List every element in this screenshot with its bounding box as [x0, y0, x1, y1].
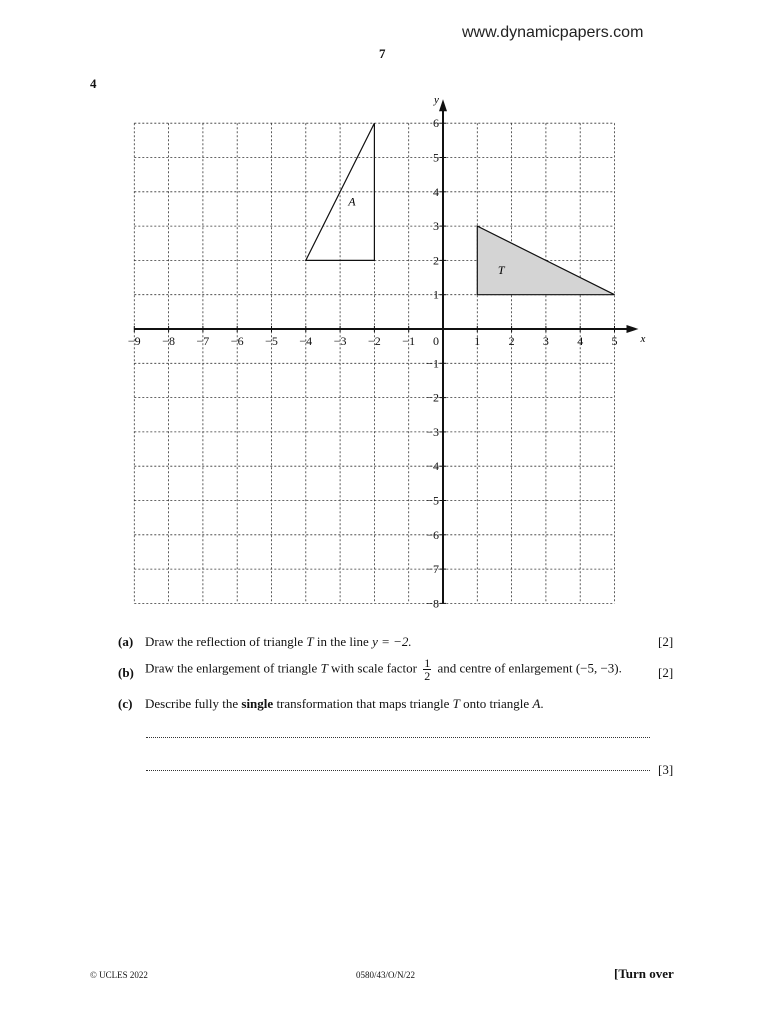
origin-label: 0 [433, 334, 439, 348]
part-b-label: (b) [118, 665, 134, 680]
watermark-url: www.dynamicpapers.com [462, 24, 644, 41]
x-tick-label: −6 [230, 334, 244, 348]
part-c-text: Describe fully the single transformation that maps triangle T onto triangle A. [145, 696, 544, 711]
y-axis-label: y [434, 94, 439, 107]
axes [134, 94, 645, 603]
part-b-marks: [2] [658, 665, 674, 680]
x-tick-label: −1 [402, 334, 416, 348]
x-tick-label: −7 [196, 334, 210, 348]
y-tick-label: −2 [426, 390, 439, 405]
x-tick-label: 1 [474, 334, 481, 348]
x-tick-label: −2 [368, 334, 381, 348]
x-axis-label: x [640, 333, 646, 345]
x-tick-label: 2 [508, 334, 515, 348]
x-tick-label: −4 [299, 334, 313, 348]
y-tick-label: 5 [433, 150, 439, 165]
scale-factor-fraction: $\frac{1}{2}$ [424, 656, 431, 683]
x-tick-label: 3 [542, 334, 549, 348]
footer-copyright: © UCLES 2022 [90, 970, 148, 980]
y-tick-label: 3 [433, 219, 439, 234]
part-a-label: (a) [118, 634, 134, 649]
y-tick-label: −5 [426, 493, 439, 508]
triangles [306, 123, 615, 295]
y-tick-label: 1 [433, 287, 439, 302]
triangle-t-label: T [497, 263, 505, 278]
x-tick-label: −9 [127, 334, 141, 348]
x-tick-label: 5 [611, 334, 618, 348]
part-a-marks: [2] [658, 634, 674, 649]
y-tick-label: −8 [426, 596, 439, 611]
y-tick-label: 2 [433, 253, 439, 268]
question-number: 4 [90, 76, 97, 91]
triangle-a-label: A [348, 194, 356, 209]
answer-line-1[interactable] [146, 737, 650, 738]
x-tick-label: 4 [577, 334, 584, 348]
y-tick-label: −3 [426, 424, 439, 439]
x-axis-arrow [627, 325, 639, 333]
part-a-text: Draw the reflection of triangle T in the line y = −2. [145, 634, 412, 649]
x-tick-label: −3 [333, 334, 347, 348]
footer-turn-over: [Turn over [614, 966, 674, 981]
part-c-marks: [3] [658, 762, 674, 777]
answer-line-2[interactable] [146, 770, 650, 771]
y-tick-label: −6 [426, 527, 439, 542]
part-c-label: (c) [118, 696, 133, 711]
y-tick-label: 4 [433, 184, 439, 199]
x-tick-label: −5 [265, 334, 278, 348]
y-tick-label: 6 [433, 116, 439, 131]
y-tick-label: −1 [426, 356, 439, 371]
y-tick-label: −7 [426, 562, 439, 577]
y-tick-label: −4 [426, 459, 439, 474]
y-axis-arrow [439, 99, 447, 111]
footer-paper-code: 0580/43/O/N/22 [356, 970, 416, 980]
page-number: 7 [379, 46, 386, 61]
part-b-text: Draw the enlargement of triangle T with scale factor $\frac{1}{2}$ and centre of enlargement (−5, −3). [145, 656, 622, 683]
x-tick-label: −8 [162, 334, 175, 348]
